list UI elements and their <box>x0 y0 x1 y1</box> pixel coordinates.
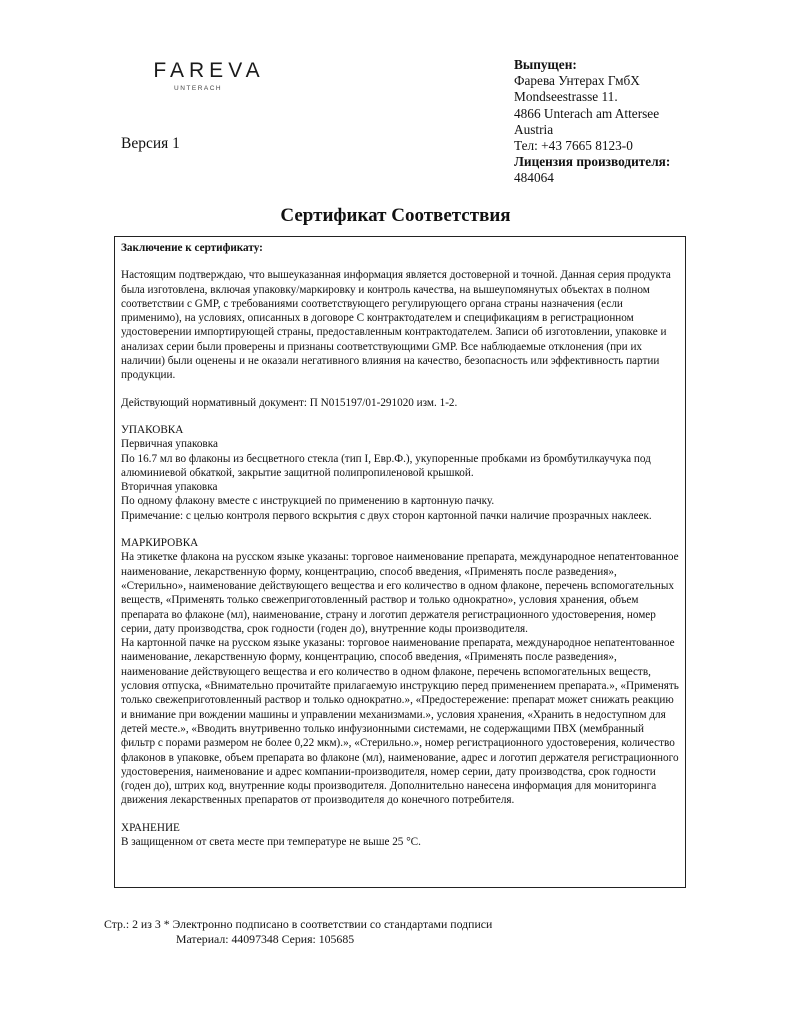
footer-material-batch: Материал: 44097348 Серия: 105685 <box>176 932 355 946</box>
storage-section <box>121 821 679 850</box>
certificate-heading: Заключение к сертификату: <box>121 242 263 254</box>
license-label: Лицензия производителя: <box>514 154 671 170</box>
packaging-title: УПАКОВКА <box>121 423 184 436</box>
storage-text: В защищенном от света месте при температуре не выше 25 °С. <box>121 835 421 848</box>
page-footer <box>104 917 492 947</box>
logo-subtitle: UNTERACH <box>174 85 223 92</box>
certificate-box <box>114 236 686 888</box>
spacer <box>121 255 679 268</box>
certificate-statement: Настоящим подтверждаю, что вышеуказанная информация является достоверной и точной. Данная серия продукта была изготовлена, включая упаковку/маркировку и контроль качества, на вышеупомянутых объектах в полном соответствии с GMP, с требованиями соответствующего регулирующего органа страны назначения (если применимо), на условиях, описанных в договоре С контрактодателем и спецификациям в регистрационном удостоверении импортирующей страны, предоставленным контрактодателем. Записи об изготовлении, упаковке и анализах серии были проверены и признаны соответствующими GMP. Все наблюдаемые отклонения (при их наличии) были оценены и не оказали негативного влияния на качество, безопасность или эффективность партии продукции. <box>121 269 671 382</box>
issuer-line: Тел: +43 7665 8123-0 <box>514 138 633 154</box>
spacer <box>121 410 679 423</box>
primary-packaging-text: По 16.7 мл во флаконы из бесцветного стекла (тип I, Евр.Ф.), укупоренные пробками из бромбутилкаучука под алюминиевой обкаткой, закрытие защитной полипропиленовой крышкой. <box>121 452 651 479</box>
labeling-section <box>121 536 679 808</box>
issuer-line: Mondseestrasse 11. <box>514 89 618 105</box>
issuer-line: Фарева Унтерах ГмбХ <box>514 73 640 89</box>
labeling-title: МАРКИРОВКА <box>121 537 199 550</box>
issuer-line: Austria <box>514 121 554 137</box>
spacer <box>121 383 679 396</box>
carton-label-text: На картонной пачке на русском языке указаны: торговое наименование препарата, международное непатентованное наименование, лекарственную форму, концентрацию, способ введения, «Применять после разведения», наименование действующего вещества и его количество в одном флаконе, перечень вспомогательных веществ, условия отпуска, «Внимательно прочитайте прилагаемую инструкцию перед применением препарата.», «Применять только свежеприготовленный раствор и только однократно.», «Предостережение: препарат может снижать реакцию и внимание при вождении машины и управлении механизмами.», условия хранения, «Хранить в недоступном для детей месте.», «Вводить внутривенно только инфузионными системами, не содержащими ПВХ (мембранный фильтр с порами размером не более 0,22 мкм).», «Стерильно.», номер регистрационного удостоверения, количество флаконов в упаковке, объем препарата во флаконе (мл), наименование, адрес и логотип держателя регистрационного удостоверения, наименование и адрес компании-производителя, номер серии, дату производства, срок годности (годен до), штрих код, внутренние коды производителя. Дополнительно нанесена информация для мониторинга движения лекарственных препаратов от производителя до конечного потребителя. <box>121 637 679 807</box>
spacer <box>121 523 679 536</box>
issuer-label: Выпущен: <box>514 57 577 72</box>
vial-label-text: На этикетке флакона на русском языке указаны: торговое наименование препарата, международное непатентованное наименование, лекарственную форму, концентрацию, способ введения, «Применять после разведения», «Стерильно», наименование действующего вещества и его количество в одном флаконе, перечень вспомогательных веществ, «Применять только свежеприготовленный раствор и только однократно», условия хранения, объем препарата во флаконе (мл), наименование, страну и логотип держателя регистрационного удостоверения, номер серии, дату производства, срок годности (годен до), внутренние коды производителя. <box>121 551 679 635</box>
storage-title: ХРАНЕНИЕ <box>121 821 180 834</box>
primary-packaging-title: Первичная упаковка <box>121 438 218 451</box>
logo-wordmark: FAREVA <box>153 59 265 82</box>
page-title: Сертификат Соответствия <box>280 205 511 226</box>
packaging-section <box>121 423 679 523</box>
footer-signature-note: Стр.: 2 из 3 * Электронно подписано в соответствии со стандартами подписи <box>104 917 493 931</box>
normative-document: Действующий нормативный документ: П N015197/01-291020 изм. 1-2. <box>121 396 458 409</box>
secondary-packaging-text: По одному флакону вместе с инструкцией по применению в картонную пачку. <box>121 495 495 508</box>
issuer-block <box>514 57 670 187</box>
spacer <box>121 808 679 821</box>
document-version: Версия 1 <box>121 135 180 152</box>
fareva-logo <box>128 60 290 92</box>
issuer-line: 4866 Unterach am Attersee <box>514 105 660 121</box>
secondary-packaging-title: Вторичная упаковка <box>121 481 218 494</box>
packaging-note: Примечание: с целью контроля первого вскрытия с двух сторон картонной пачки наличие прозрачных наклеек. <box>121 509 652 522</box>
license-number: 484064 <box>514 170 554 186</box>
